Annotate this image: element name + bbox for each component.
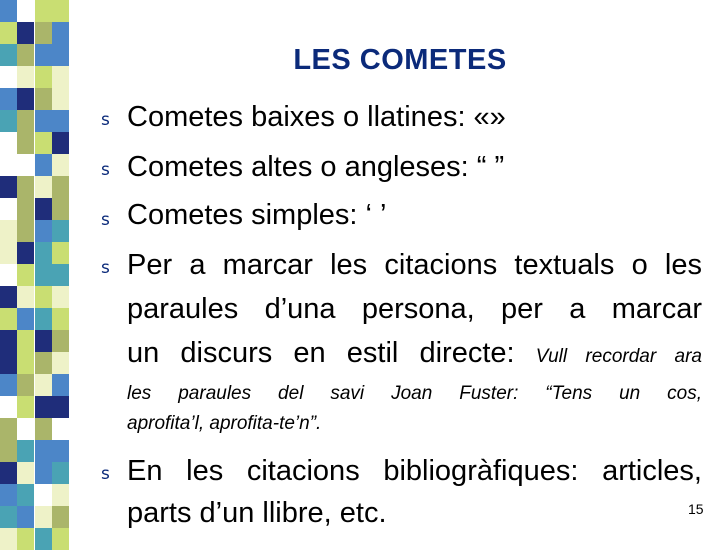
bullet-icon: s: [101, 160, 110, 180]
mosaic-tile: [52, 440, 69, 462]
mosaic-tile: [17, 88, 34, 110]
mosaic-tile: [0, 462, 17, 484]
mosaic-tile: [52, 44, 69, 66]
mosaic-tile: [52, 198, 69, 220]
mosaic-tile: [35, 528, 52, 550]
bullet-icon: s: [101, 210, 110, 230]
mosaic-tile: [0, 176, 17, 198]
mosaic-tile: [17, 352, 34, 374]
mosaic-tile: [17, 286, 34, 308]
mosaic-tile: [0, 0, 17, 22]
mosaic-tile: [0, 506, 17, 528]
mosaic-tile: [0, 220, 17, 242]
mosaic-tile: [0, 264, 17, 286]
mosaic-tile: [17, 374, 34, 396]
mosaic-tile: [52, 154, 69, 176]
mosaic-tile: [0, 396, 17, 418]
mosaic-tile: [0, 286, 17, 308]
mosaic-tile: [0, 154, 17, 176]
mosaic-tile: [17, 528, 34, 550]
bullet-icon: s: [101, 464, 110, 484]
mosaic-tile: [0, 198, 17, 220]
mosaic-tile: [35, 352, 52, 374]
mosaic-tile: [35, 440, 52, 462]
mosaic-tile: [35, 484, 52, 506]
mosaic-tile: [35, 176, 52, 198]
bullet-text-4-quote-line-2: aprofita’l, aprofita-te’n”.: [127, 413, 322, 434]
mosaic-tile: [52, 286, 69, 308]
mosaic-tile: [17, 506, 34, 528]
mosaic-tile: [0, 374, 17, 396]
bullet-icon: s: [101, 258, 110, 278]
bullet-text-1: Cometes baixes o llatines: «»: [127, 101, 506, 133]
mosaic-tile: [35, 88, 52, 110]
mosaic-tile: [52, 220, 69, 242]
mosaic-tile: [35, 374, 52, 396]
mosaic-tile: [0, 22, 17, 44]
mosaic-tile: [17, 132, 34, 154]
mosaic-tile: [52, 22, 69, 44]
mosaic-tile: [52, 528, 69, 550]
mosaic-tile: [17, 22, 34, 44]
mosaic-tile: [0, 440, 17, 462]
mosaic-tile: [17, 418, 34, 440]
mosaic-tile: [0, 88, 17, 110]
mosaic-tile: [52, 330, 69, 352]
mosaic-tile: [17, 110, 34, 132]
mosaic-tile: [52, 264, 69, 286]
mosaic-tile: [35, 110, 52, 132]
mosaic-tile: [52, 110, 69, 132]
mosaic-tile: [17, 440, 34, 462]
mosaic-tile: [52, 484, 69, 506]
mosaic-tile: [0, 242, 17, 264]
bullet-text-4-line-3: [127, 337, 702, 370]
bullet-text-5-line-2: parts d’un llibre, etc.: [127, 497, 387, 529]
mosaic-tile: [35, 242, 52, 264]
mosaic-tile: [17, 66, 34, 88]
mosaic-tile: [0, 484, 17, 506]
mosaic-tile: [35, 396, 52, 418]
mosaic-tile: [0, 418, 17, 440]
mosaic-tile: [0, 132, 17, 154]
mosaic-tile: [52, 506, 69, 528]
bullet-text-4-line-1: Per a marcar les citacions textuals o les: [127, 249, 702, 281]
mosaic-tile: [0, 308, 17, 330]
mosaic-tile: [35, 132, 52, 154]
mosaic-tile: [52, 88, 69, 110]
mosaic-tile: [35, 506, 52, 528]
mosaic-tile: [52, 0, 69, 22]
mosaic-tile: [35, 44, 52, 66]
mosaic-tile: [52, 132, 69, 154]
bullet-text-4-quote-start: Vull recordar ara: [535, 346, 702, 367]
mosaic-tile: [17, 198, 34, 220]
mosaic-tile: [17, 0, 34, 22]
mosaic-tile: [35, 66, 52, 88]
mosaic-tile: [0, 528, 17, 550]
bullet-text-4-quote-line-1: les paraules del savi Joan Fuster: “Tens un cos,: [127, 383, 702, 404]
mosaic-tile: [35, 418, 52, 440]
mosaic-tile: [52, 308, 69, 330]
mosaic-tile: [17, 462, 34, 484]
mosaic-tile: [35, 0, 52, 22]
mosaic-tile: [17, 308, 34, 330]
mosaic-tile: [35, 154, 52, 176]
mosaic-tile: [52, 418, 69, 440]
bullet-text-2: Cometes altes o angleses: “ ”: [127, 151, 505, 183]
mosaic-tile: [17, 330, 34, 352]
mosaic-tile: [52, 242, 69, 264]
mosaic-tile: [0, 330, 17, 352]
mosaic-tile: [0, 44, 17, 66]
mosaic-tile: [35, 198, 52, 220]
page-number: 15: [688, 501, 704, 517]
mosaic-tile: [35, 308, 52, 330]
mosaic-tile: [35, 264, 52, 286]
slide-title: LES COMETES: [293, 44, 507, 76]
mosaic-tile: [17, 176, 34, 198]
mosaic-tile: [52, 396, 69, 418]
mosaic-tile: [52, 176, 69, 198]
mosaic-tile: [0, 110, 17, 132]
mosaic-tile: [17, 220, 34, 242]
mosaic-tile: [17, 396, 34, 418]
bullet-text-4-line-3-regular: un discurs en estil directe:: [127, 337, 515, 369]
mosaic-tile: [17, 44, 34, 66]
mosaic-tile: [17, 264, 34, 286]
bullet-text-3: Cometes simples: ‘ ’: [127, 199, 387, 231]
mosaic-tile: [35, 22, 52, 44]
mosaic-tile: [17, 154, 34, 176]
mosaic-tile: [0, 352, 17, 374]
mosaic-tile: [52, 462, 69, 484]
mosaic-tile: [35, 462, 52, 484]
bullet-text-4-line-2: paraules d’una persona, per a marcar: [127, 293, 702, 325]
mosaic-tile: [52, 374, 69, 396]
strip-divider: [34, 0, 35, 546]
mosaic-tile: [52, 352, 69, 374]
mosaic-tile: [0, 66, 17, 88]
mosaic-tile: [35, 220, 52, 242]
bullet-text-5-line-1: En les citacions bibliogràfiques: articles,: [127, 455, 702, 487]
mosaic-tile: [17, 484, 34, 506]
mosaic-tile: [52, 66, 69, 88]
mosaic-tile: [17, 242, 34, 264]
mosaic-tile: [35, 330, 52, 352]
bullet-icon: s: [101, 110, 110, 130]
mosaic-tile: [35, 286, 52, 308]
